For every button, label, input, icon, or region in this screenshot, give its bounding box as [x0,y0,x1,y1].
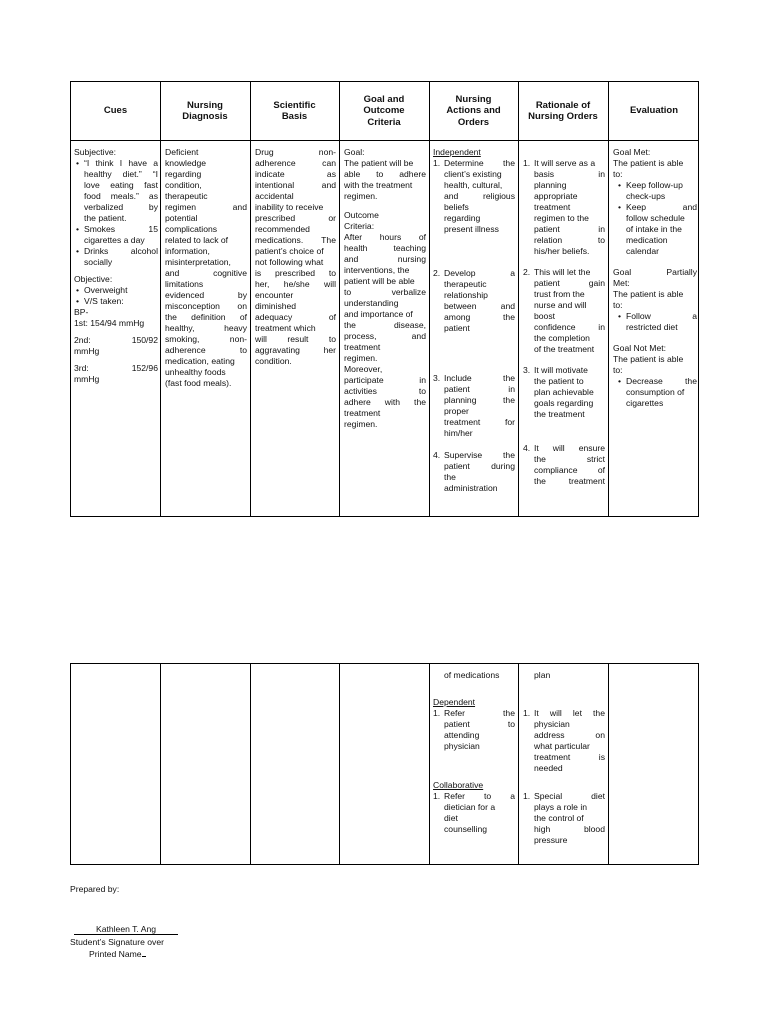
collaborative-item-1: 1. Refer to a dietician for a diet counselling [433,791,515,834]
bp-unit: mmHg [74,346,100,356]
rationale-dependent-1: 1. It will let the physician address on what particular treatment is needed [523,708,605,773]
bp-label: BP- [74,307,89,317]
header-rationale: Rationale of Nursing Orders [528,99,598,122]
rationale-cell [523,158,605,487]
goal-not-met-label: Goal Not Met: [613,343,667,353]
independent-label: Independent [433,147,481,157]
rationale-item-3: 3. It will motivate the patient to plan achievable goals regarding the treatment [523,365,594,419]
dependent-label: Dependent [433,697,476,707]
subjective-label: Subjective: [74,147,117,157]
nursing-actions-cell-continued: of medications Dependent 1. Refer the patient to attending physician Collaborative 1. Refer to a dietician for a diet counselling [433,670,515,834]
rationale-collaborative-1: 1. Special diet plays a role in the control of high blood pressure [523,791,605,845]
goal-met-list [613,180,697,257]
bp-reading-2: 2nd: 150/92 [74,335,158,345]
objective-list [74,285,158,307]
evaluation-item: • Keep and follow schedule of intake in the medication calendar [626,202,697,257]
subjective-list [74,158,158,268]
rationale-item-1: 1. It will serve as a basis in planning appropriate treatment regimen to the patient in relation to his/her beliefs. [523,158,605,256]
objective-label: Objective: [74,274,113,284]
subjective-item: • “I think I have a healthy diet.” “I love eating fast food meals.” as verbalized by the patient. [84,158,158,224]
subjective-item: • Drinks alcohol socially [84,246,158,268]
goal-cell: Goal: The patient will be able to adhere with the treatment regimen. Outcome Criteria: After hours of health teaching and nursing interventions, the patient will be able to verbalize understanding and importance of the disease, process, and treatment regimen. Moreover, participate in activities to adhere with the treatment regimen. [344,147,426,429]
cues-cell [74,147,158,385]
header-scientific-basis: Scientific Basis [273,99,316,122]
action-item-2: 2. Develop a therapeutic relationship between and among the patient [433,268,515,333]
bp-unit: mmHg [74,374,100,384]
diagnosis-cell: Deficient knowledge regarding condition, therapeutic regimen and potential complications related to lack of information, misinterpretation, and cognitive limitations evidenced by misconception on the definition of healthy, heavy smoking, non- adherence to medication, eating unhealthy foods (fast food meals). [165,147,247,388]
rationale-item-2: 2. This will let the patient gain trust from the nurse and will boost confidence in the completion of the treatment [523,267,605,354]
nursing-actions-cell [433,147,515,494]
goal-met-label: Goal Met: [613,147,651,157]
collaborative-label: Collaborative [433,780,484,790]
header-goal-outcome: Goal and Outcome Criteria [363,93,405,128]
printed-name-caption: Printed Name [89,948,146,960]
bp-reading-3: 3rd: 152/96 [74,363,158,373]
rationale-cell-continued: plan 1. It will let the physician address on what particular treatment is needed 1. Special diet plays a role in the control of high blood pressure [523,670,605,845]
signature-caption: Student’s Signature over [70,937,164,947]
goal-partially-met-list [613,311,697,333]
header-cues: Cues [103,105,128,117]
action-item-1: 1. Determine the client’s existing health, cultural, and religious beliefs regarding present illness [433,158,515,234]
dependent-item-1: 1. Refer the patient to attending physician [433,708,515,751]
evaluation-item: • Keep follow-up check-ups [626,180,697,202]
objective-item: • Overweight [84,285,158,296]
goal-not-met-list [613,376,697,409]
action-item-3: 3. Include the patient in planning the proper treatment for him/her [433,373,515,438]
action-item-4: 4. Supervise the patient during the administration [433,450,515,493]
goal-partially-met-label: Goal Partially [613,267,697,277]
bp-reading-1: 1st: 154/94 mmHg [74,318,145,328]
header-nursing-diagnosis: Nursing Diagnosis [182,99,228,122]
subjective-item: • Smokes 15 cigarettes a day [84,224,158,246]
care-plan-table-page1 [70,81,699,517]
objective-item: • V/S taken: [84,296,158,307]
evaluation-item: • Follow a restricted diet [626,311,697,333]
prepared-by-label: Prepared by: [70,884,120,894]
rationale-item-4: 4. It will ensure the strict compliance of the treatment [523,443,605,486]
scientific-basis-cell: Drug non- adherence can indicate as intentional and accidental inability to receive prescribed or recommended medications. The patient’s choice of not following what is prescribed to her, he/she will encounter diminished adequacy of treatment which will result to aggravating her condition. [255,147,336,366]
evaluation-cell: Goal Met: The patient is able to: • Keep follow-up check-ups • Keep and follow schedule of intake in the medication calendar Goal Partially Met: The patient is able to: • Follow a restricted diet Goal Not Met: The patient is able to: • Decrease the consumption of cigarettes [613,147,697,409]
header-evaluation: Evaluation [629,105,679,117]
care-plan-table-page2 [70,663,699,865]
preparer-name: Kathleen T. Ang [74,925,178,935]
evaluation-item: • Decrease the consumption of cigarettes [626,376,697,409]
header-nursing-actions: Nursing Actions and Orders [446,93,501,128]
